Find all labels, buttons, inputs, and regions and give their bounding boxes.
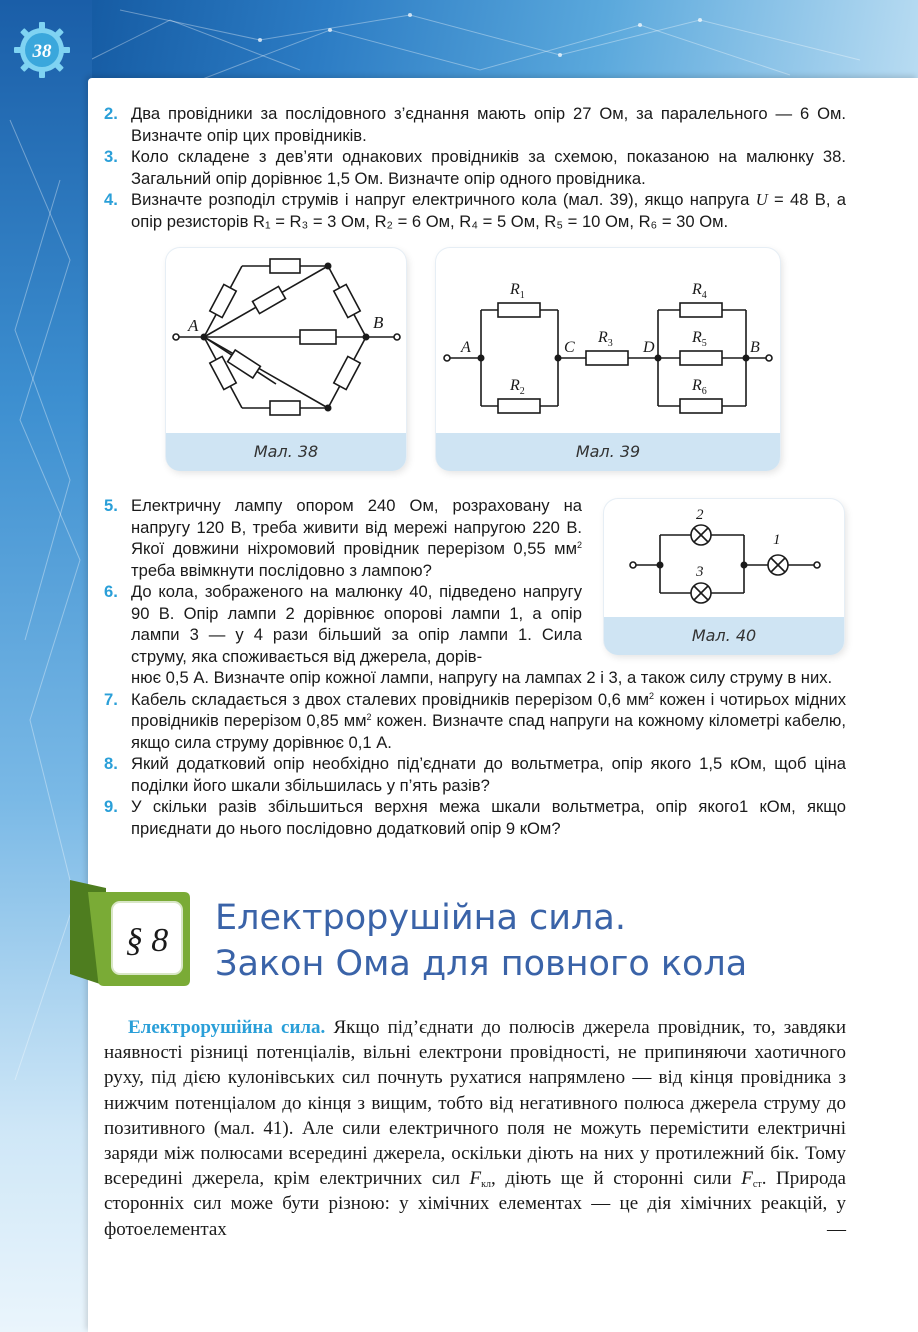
- force-symbol: F: [741, 1168, 753, 1190]
- node-label-a: A: [461, 339, 471, 356]
- figure-39-caption: Мал. 39: [436, 433, 780, 471]
- task-text: Який додатковий опір необхідно під’єднати до вольтметра, опір якого 1,5 кОм, щоб ціна поділки його шкали збільшилась у п’ять разів?: [131, 754, 846, 795]
- task-7: [104, 689, 846, 754]
- task-number: 6.: [104, 582, 118, 601]
- lamp-icon: [691, 525, 711, 545]
- lamp-label-1: 1: [773, 532, 781, 548]
- lamp-label-3: 3: [696, 564, 704, 580]
- body-paragraph: [104, 1015, 846, 1242]
- section-title-line-2: Закон Ома для повного кола: [215, 944, 748, 984]
- task-text: кожен і чотирьох мідних провідників перерізом 0,85 мм: [131, 689, 846, 730]
- resistor-label-r6: $R_6$: [692, 377, 707, 397]
- resistance-values: R₆ = 30 Ом.: [638, 211, 729, 231]
- page-number-badge: [14, 22, 70, 78]
- paragraph-text: , діють ще й сторонні сили: [491, 1168, 742, 1190]
- figure-39-circuit: [436, 248, 780, 428]
- task-number: 9.: [104, 797, 118, 816]
- force-symbol: F: [469, 1168, 482, 1190]
- task-text: У скільки разів збільшиться верхня межа шкали вольтметра, опір якого1 кОм, якщо приєднати до нього послідовно додатковий опір 9 кОм?: [131, 797, 846, 838]
- task-number: 2.: [104, 104, 118, 123]
- gear-icon: [14, 22, 70, 78]
- task-4: [104, 189, 846, 232]
- task-list-bottom: [104, 667, 846, 839]
- task-text: Кабель складається з двох сталевих провідників перерізом 0,6 мм: [131, 689, 650, 709]
- node-label-a: A: [188, 316, 199, 335]
- lamp-icon: [768, 555, 788, 575]
- superscript: 2: [576, 540, 582, 550]
- paragraph-text: Якщо під’єднати до полюсів джерела провідник, то, завдяки наявності різниці потенціалів, вільні електрони провідності, не припиняючи хаотичного руху, під дією кулонівських сил почнуть рухатися напрямлено — від кінця провідника з нижчим потенціалом до кінця з вищим, тобто від негативного полюса джерела струму до позитивного (мал. 41). Але сили електричного поля не можуть перемістити електричні заряди між полюсами всередині джерела, оскільки діють на них у протилежний бік. Тому всередині джерела, крім електричних сил: [104, 1017, 847, 1190]
- side-background: [0, 0, 92, 1332]
- task-3: [104, 146, 846, 189]
- superscript: 2: [649, 690, 655, 701]
- node-label-d: D: [643, 339, 655, 356]
- page-number: 38: [32, 41, 52, 62]
- superscript: 2: [366, 712, 372, 722]
- resistor-label-r5: $R_5$: [692, 329, 707, 349]
- task-list-middle: [104, 495, 582, 667]
- task-number: 3.: [104, 147, 118, 166]
- section-title: [215, 895, 747, 987]
- resistor-label-r2: $R_2$: [510, 377, 525, 397]
- lamp-label-2: 2: [696, 507, 704, 523]
- node-label-c: C: [564, 339, 575, 356]
- paragraph-lead: Електрорушійна сила.: [128, 1017, 326, 1038]
- section-title-line-1: Електрорушійна сила.: [215, 898, 626, 938]
- task-text: кожен. Визначте спад напруги на кожному кілометрі кабелю, якщо сила струму дорівнює 0,1 А.: [131, 711, 846, 752]
- task-text: треба ввімкнути послідовно з лампою?: [131, 560, 432, 580]
- task-number: 4.: [104, 190, 118, 209]
- task-text: Електричну лампу опором 240 Ом, розраховану на напругу 120 В, треба живити від мережі напругою 220 В. Якої довжини ніхромовий провідник перерізом 0,55 мм: [131, 496, 582, 558]
- force-subscript: ст: [752, 1179, 762, 1191]
- task-text: До кола, зображеного на малюнку 40, підведено напругу 90 В. Опір лампи 2 дорівнює опорові лампи 1, а опір лампи 3 — у 4 рази більший за опір лампи 1. Сила струму, яка споживається від джерела, дорів-: [131, 582, 582, 666]
- paragraph-text: . Природа сторонніх сил може бути різною: у хімічних елементах — це дія хімічних реакцій, у фотоелементах —: [104, 1168, 846, 1240]
- node-label-b: B: [373, 313, 384, 332]
- resistance-values: R₂ = 6 Ом,: [374, 211, 455, 231]
- task-6: [104, 581, 582, 667]
- task-6-continuation: [104, 667, 846, 689]
- task-text: Два провідники за послідовного з’єднання мають опір 27 Ом, за паралельного — 6 Ом. Визначте опір цих провідників.: [131, 104, 846, 145]
- resistor-label-r1: $R_1$: [510, 281, 525, 301]
- resistance-values: R₅ = 10 Ом,: [544, 211, 634, 231]
- resistor-label-r3: $R_3$: [598, 329, 613, 349]
- figure-40-circuit: [604, 499, 844, 609]
- force-subscript: кл: [481, 1179, 491, 1191]
- node-label-b: B: [750, 339, 760, 356]
- task-9: [104, 796, 846, 839]
- task-text: нює 0,5 А. Визначте опір кожної лампи, напругу на лампах 2 і 3, а також силу струму в них.: [131, 668, 833, 687]
- figure-38-caption: Мал. 38: [166, 433, 406, 471]
- task-text: Визначте розподіл струмів і напруг електричного кола (мал. 39), якщо напруга: [131, 190, 750, 209]
- task-list-top: [104, 103, 846, 232]
- task-text: Коло складене з дев’яти однакових провідників за схемою, показаною на малюнку 38. Загальний опір дорівнює 1,5 Ом. Визначте опір одного провідника.: [131, 147, 846, 188]
- task-text: = 48 В, а опір резисторів: [131, 190, 846, 231]
- resistance-values: R₄ = 5 Ом,: [459, 211, 540, 231]
- figure-40-caption: Мал. 40: [604, 617, 844, 655]
- task-8: [104, 753, 846, 796]
- task-5: [104, 495, 582, 581]
- figure-38-circuit: [166, 248, 406, 428]
- section-number: § 8: [125, 922, 169, 959]
- resistor-label-r4: $R_4$: [692, 281, 707, 301]
- task-number: 7.: [104, 689, 118, 709]
- task-2: [104, 103, 846, 146]
- resistance-values: R₁ = R₃ = 3 Ом,: [253, 211, 370, 231]
- section-badge: [66, 874, 196, 994]
- lamp-icon: [691, 583, 711, 603]
- task-number: 8.: [104, 754, 118, 773]
- task-number: 5.: [104, 496, 118, 515]
- side-constellation: [0, 0, 92, 1332]
- voltage-symbol: U: [755, 190, 768, 209]
